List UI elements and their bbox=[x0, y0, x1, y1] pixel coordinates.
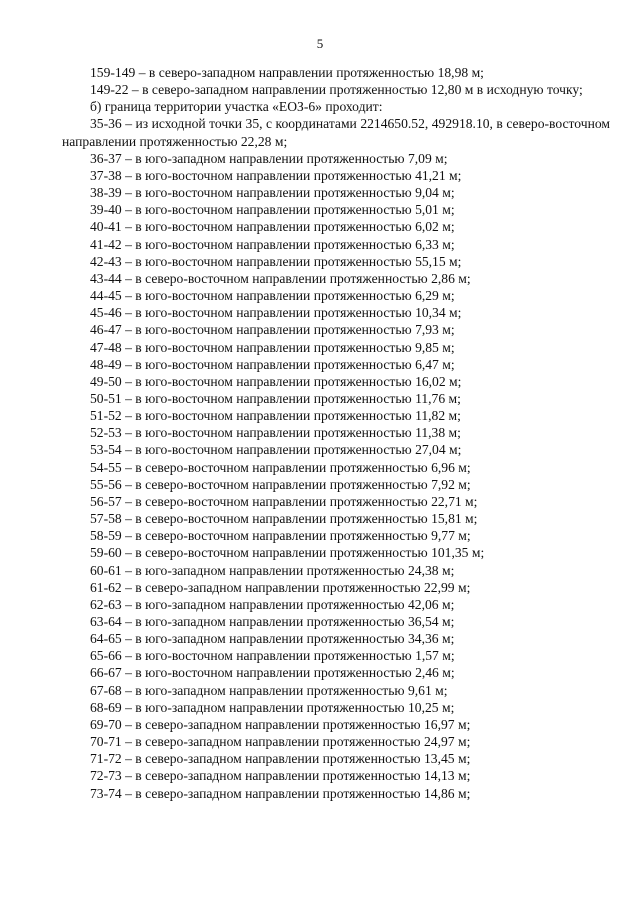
boundary-segment: 68-69 – в юго-западном направлении протяженностью 10,25 м; bbox=[90, 699, 455, 715]
boundary-segment: 41-42 – в юго-восточном направлении протяженностью 6,33 м; bbox=[90, 236, 455, 252]
boundary-segment: 60-61 – в юго-западном направлении протяженностью 24,38 м; bbox=[90, 562, 455, 578]
boundary-segment: 38-39 – в юго-восточном направлении протяженностью 9,04 м; bbox=[90, 185, 455, 201]
boundary-segment: 63-64 – в юго-западном направлении протяженностью 36,54 м; bbox=[90, 614, 455, 629]
boundary-segment: 57-58 – в северо-восточном направлении протяженностью 15,81 м; bbox=[90, 511, 478, 527]
boundary-segment: 47-48 – в юго-восточном направлении протяженностью 9,85 м; bbox=[90, 339, 455, 355]
section-heading: б) граница территории участка «ЕОЗ-6» проходит: bbox=[90, 99, 383, 115]
boundary-segment: 46-47 – в юго-восточном направлении протяженностью 7,93 м; bbox=[90, 322, 455, 338]
page-number: 5 bbox=[316, 36, 324, 51]
boundary-segment: 51-52 – в юго-восточном направлении протяженностью 11,82 м; bbox=[90, 408, 461, 424]
boundary-segment: 49-50 – в юго-восточном направлении протяженностью 16,02 м; bbox=[90, 373, 462, 389]
boundary-segment: 52-53 – в юго-восточном направлении протяженностью 11,38 м; bbox=[90, 425, 461, 441]
boundary-segment: 73-74 – в северо-западном направлении протяженностью 14,86 м; bbox=[90, 785, 471, 801]
boundary-segment: 55-56 – в северо-восточном направлении протяженностью 7,92 м; bbox=[90, 476, 471, 492]
boundary-segment: 42-43 – в юго-восточном направлении протяженностью 55,15 м; bbox=[90, 253, 462, 269]
boundary-segment: 43-44 – в северо-восточном направлении протяженностью 2,86 м; bbox=[90, 270, 471, 286]
boundary-segment: 50-51 – в юго-восточном направлении протяженностью 11,76 м; bbox=[90, 390, 461, 406]
boundary-segment: 37-38 – в юго-восточном направлении протяженностью 41,21 м; bbox=[90, 167, 462, 183]
boundary-segment: 72-73 – в северо-западном направлении протяженностью 14,13 м; bbox=[90, 768, 471, 784]
boundary-segment: 53-54 – в юго-восточном направлении протяженностью 27,04 м; bbox=[90, 442, 462, 458]
boundary-segment: 40-41 – в юго-восточном направлении протяженностью 6,02 м; bbox=[90, 219, 455, 235]
boundary-segment: 149-22 – в северо-западном направлении протяженностью 12,80 м в исходную точку; bbox=[90, 82, 583, 98]
boundary-segment: 44-45 – в юго-восточном направлении протяженностью 6,29 м; bbox=[90, 288, 455, 304]
boundary-segment: 69-70 – в северо-западном направлении протяженностью 16,97 м; bbox=[90, 716, 471, 732]
boundary-segment: 67-68 – в юго-западном направлении протяженностью 9,61 м; bbox=[90, 682, 448, 698]
boundary-segment: 65-66 – в юго-восточном направлении протяженностью 1,57 м; bbox=[90, 648, 455, 664]
boundary-segment-list bbox=[62, 150, 610, 802]
boundary-segment: 159-149 – в северо-западном направлении протяженностью 18,98 м; bbox=[90, 65, 484, 80]
boundary-segment: 64-65 – в юго-западном направлении протяженностью 34,36 м; bbox=[90, 631, 455, 647]
document-body bbox=[62, 64, 610, 802]
boundary-segment: 56-57 – в северо-восточном направлении протяженностью 22,71 м; bbox=[90, 493, 478, 509]
boundary-segment: 45-46 – в юго-восточном направлении протяженностью 10,34 м; bbox=[90, 305, 462, 321]
boundary-segment: 36-37 – в юго-западном направлении протяженностью 7,09 м; bbox=[90, 150, 448, 166]
boundary-segment: 58-59 – в северо-восточном направлении протяженностью 9,77 м; bbox=[90, 528, 471, 544]
boundary-segment: 66-67 – в юго-восточном направлении протяженностью 2,46 м; bbox=[90, 665, 455, 681]
boundary-segment: 71-72 – в северо-западном направлении протяженностью 13,45 м; bbox=[90, 751, 471, 767]
boundary-segment: 59-60 – в северо-восточном направлении протяженностью 101,35 м; bbox=[90, 545, 485, 561]
boundary-segment: 70-71 – в северо-западном направлении протяженностью 24,97 м; bbox=[90, 734, 471, 750]
boundary-segment: 48-49 – в юго-восточном направлении протяженностью 6,47 м; bbox=[90, 356, 455, 372]
boundary-segment: 54-55 – в северо-восточном направлении протяженностью 6,96 м; bbox=[90, 459, 471, 475]
boundary-segment: 62-63 – в юго-западном направлении протяженностью 42,06 м; bbox=[90, 596, 455, 612]
boundary-segment: 39-40 – в юго-восточном направлении протяженностью 5,01 м; bbox=[90, 202, 455, 218]
boundary-start-point: 35-36 – из исходной точки 35, с координатами 2214650.52, 492918.10, в северо-восточном направлении протяженностью 22,28 м; bbox=[62, 116, 610, 149]
boundary-segment: 61-62 – в северо-западном направлении протяженностью 22,99 м; bbox=[90, 579, 471, 595]
